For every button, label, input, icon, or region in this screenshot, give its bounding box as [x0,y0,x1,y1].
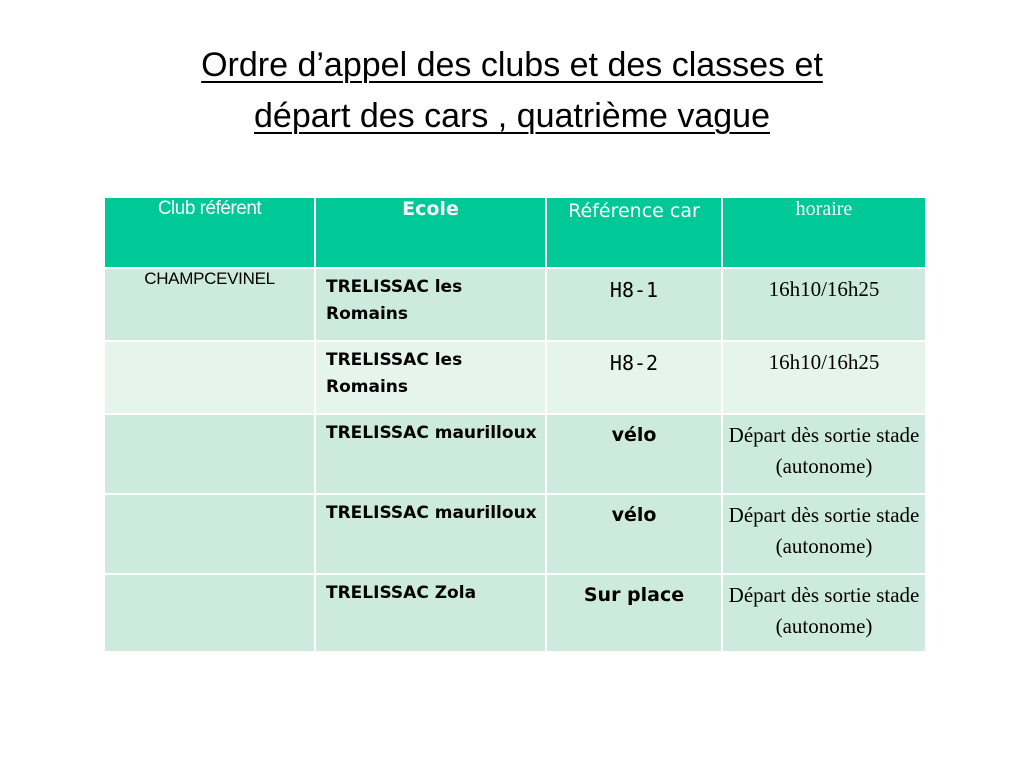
header-club: Club référent [104,197,315,268]
table-row [104,341,926,414]
cell-horaire: 16h10/16h25 [722,341,926,414]
header-reference: Référence car [546,197,722,268]
header-horaire: horaire [722,197,926,268]
table-row [104,574,926,652]
table-row [104,268,926,341]
slide-title [60,40,964,142]
cell-club [104,494,315,574]
title-line-2: départ des cars , quatrième vague [254,97,770,135]
cell-ecole: TRELISSAC maurilloux [315,414,546,494]
cell-ecole: TRELISSAC les Romains [315,341,546,414]
cell-horaire: 16h10/16h25 [722,268,926,341]
cell-club [104,341,315,414]
cell-club: CHAMPCEVINEL [104,268,315,341]
header-row [104,197,926,268]
cell-club [104,414,315,494]
cell-horaire: Départ dès sortie stade (autonome) [722,494,926,574]
cell-horaire: Départ dès sortie stade (autonome) [722,414,926,494]
cell-reference: H8-2 [546,341,722,414]
table-row [104,494,926,574]
cell-reference: vélo [546,414,722,494]
cell-ecole: TRELISSAC Zola [315,574,546,652]
schedule-table [103,196,927,653]
cell-reference: Sur place [546,574,722,652]
cell-reference: vélo [546,494,722,574]
table-row [104,414,926,494]
header-ecole: Ecole [315,197,546,268]
cell-ecole: TRELISSAC les Romains [315,268,546,341]
cell-ecole: TRELISSAC maurilloux [315,494,546,574]
cell-reference: H8-1 [546,268,722,341]
cell-horaire: Départ dès sortie stade (autonome) [722,574,926,652]
cell-club [104,574,315,652]
title-line-1: Ordre d’appel des clubs et des classes et [201,46,823,84]
